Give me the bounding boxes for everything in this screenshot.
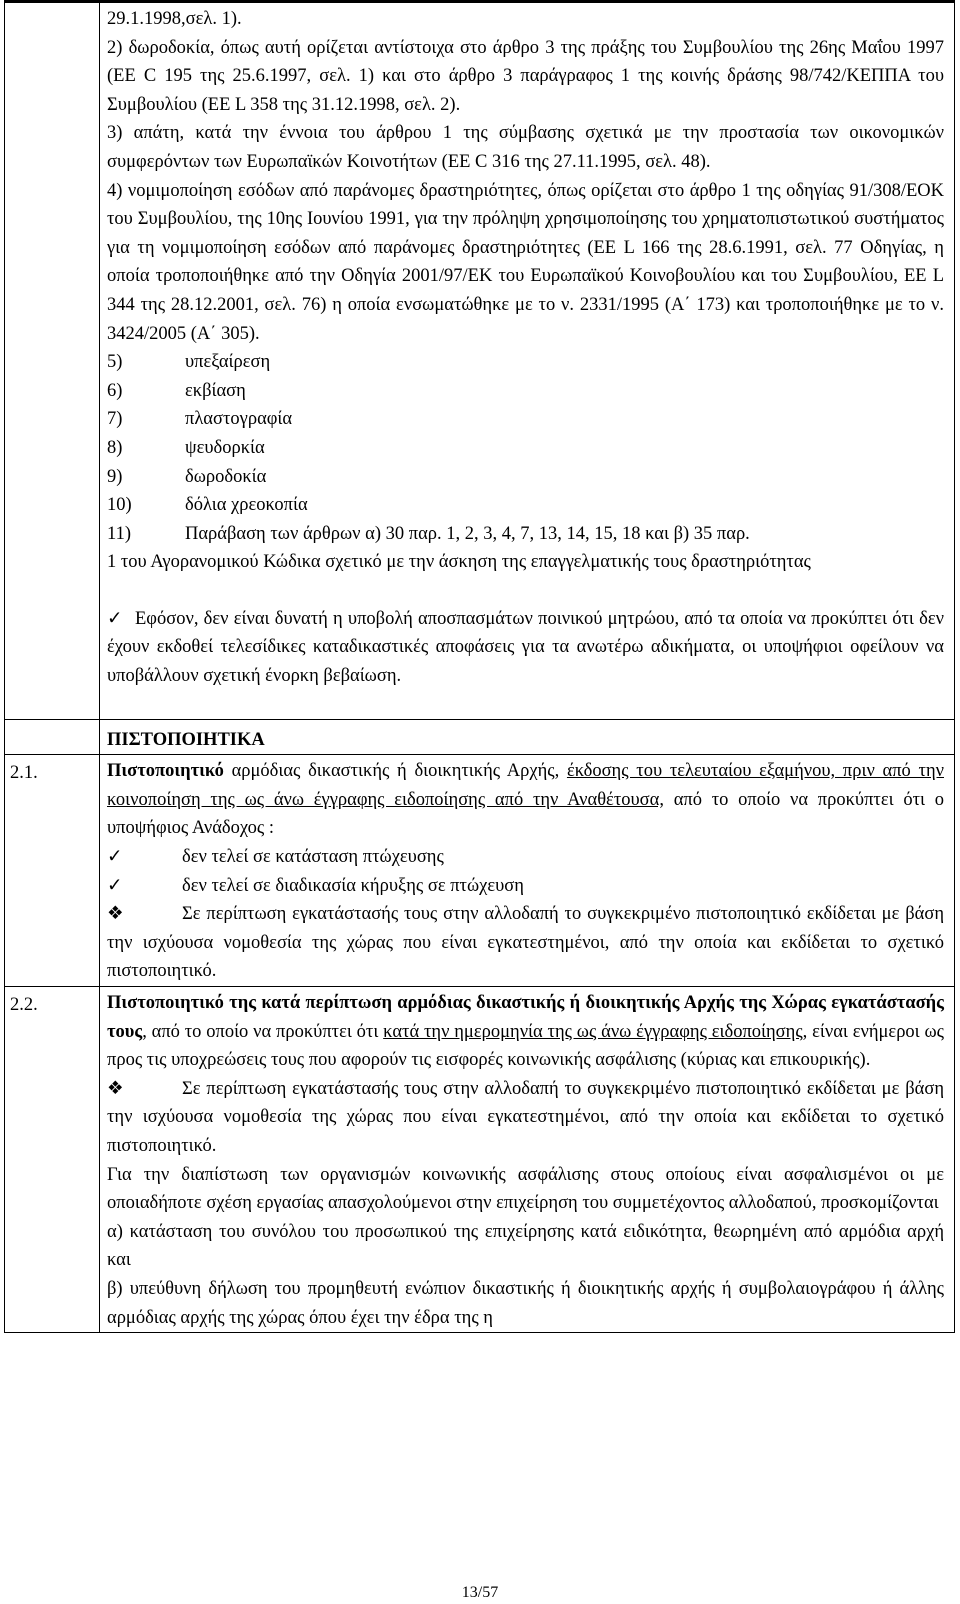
list-text: δόλια χρεοκοπία xyxy=(185,495,308,516)
section-number: 2.2. xyxy=(5,987,100,1333)
page-number: 13/57 xyxy=(461,1584,499,1601)
diamond-bullet-icon: ❖ xyxy=(107,1078,124,1099)
list-text: δωροδοκία xyxy=(185,466,267,487)
list-label: 10) xyxy=(107,495,132,516)
paragraph: β) υπεύθυνη δήλωση του προμηθευτή ενώπιον δικαστικής ή διοικητικής αρχής ή συμβολαιογράφου ή άλλης αρμόδιας αρχής της χώρας όπου έχει την έδρα της η xyxy=(107,1278,944,1328)
row-body-cell xyxy=(100,719,955,755)
list-label: 6) xyxy=(107,380,123,401)
check-item: ✓ δεν τελεί σε κατάσταση πτώχευσης xyxy=(107,843,944,872)
list-text: πλαστογραφία xyxy=(185,409,293,430)
list-item xyxy=(107,377,944,406)
row-number-cell xyxy=(5,2,100,720)
check-icon: ✓ xyxy=(107,875,123,896)
paragraph: 29.1.1998,σελ. 1). xyxy=(107,9,242,29)
table-row xyxy=(5,987,955,1333)
affidavit-note xyxy=(107,605,944,691)
section-number: 2.1. xyxy=(5,755,100,987)
paragraph: Για την διαπίστωση των οργανισμών κοινωνικής ασφάλισης στους οποίους είναι ασφαλισμένοι οι με οποιαδήποτε σχέση εργασίας απασχολούμενοι στην επιχείρηση του συμμετέχοντος αλλοδαπού, προσκομίζονται xyxy=(107,1164,944,1214)
list-item xyxy=(107,348,944,377)
list-text: Παράβαση των άρθρων α) 30 παρ. 1, 2, 3, 4, 7, 13, 14, 15, 18 και β) 35 παρ. xyxy=(185,523,750,544)
list-item xyxy=(107,520,944,549)
list-text: ψευδορκία xyxy=(185,437,265,458)
paragraph-fraud: 3) απάτη, κατά την έννοια του άρθρου 1 της σύμβασης σχετικά με την προστασία των οικονομικών συμφερόντων των Ευρωπαϊκών Κοινοτήτων (ΕΕ C 316 της 27.11.1995, σελ. 48). xyxy=(107,123,944,172)
list-item xyxy=(107,405,944,434)
row-body-cell xyxy=(100,755,955,987)
list-item xyxy=(107,434,944,463)
row-body-cell xyxy=(100,2,955,720)
paragraph-certificate: Πιστοποιητικό αρμόδιας δικαστικής ή διοικητικής Αρχής, έκδοσης του τελευταίου εξαμήνου, πριν από την κοινοποίηση της ως άνω έγγραφης ειδοποίησης από την Αναθέτουσα, από το οποίο να προκύπτει ότι ο υποψήφιος Ανάδοχος : xyxy=(107,761,944,839)
check-item: ✓ δεν τελεί σε διαδικασία κήρυξης σε πτώχευση xyxy=(107,872,944,901)
table-row xyxy=(5,719,955,755)
paragraph: α) κατάσταση του συνόλου του προσωπικού της επιχείρησης κατά ειδικότητα, θεωρημένη από αρμόδια αρχή και xyxy=(107,1221,944,1271)
list-item-continuation: 1 του Αγορανομικού Κώδικα σχετικό με την άσκηση της επαγγελματικής τους δραστηριότητας xyxy=(107,552,811,573)
list-label: 11) xyxy=(107,523,131,544)
paragraph-bribery: 2) δωροδοκία, όπως αυτή ορίζεται αντίστοιχα στο άρθρο 3 της πράξης του Συμβουλίου της 26ης Μαΐου 1997 (ΕΕ C 195 της 25.6.1997, σελ. 1) και στο άρθρο 3 παράγραφος 1 της κοινής δράσης 98/742/ΚΕΠΠΑ του Συμβουλίου (ΕΕ L 358 της 31.12.1998, σελ. 2). xyxy=(107,37,944,115)
check-icon: ✓ xyxy=(107,608,123,629)
document-table xyxy=(4,0,955,1333)
list-label: 9) xyxy=(107,466,123,487)
foreign-note: ❖ Σε περίπτωση εγκατάστασής τους στην αλλοδαπή το συγκεκριμένο πιστοποιητικό εκδίδεται με βάση την ισχύουσα νομοθεσία της χώρας που είναι εγκατεστημένοι, από την οποία και εκδίδεται το σχετικό πιστοποιητικό. xyxy=(107,900,944,986)
paragraph-certificate: Πιστοποιητικό της κατά περίπτωση αρμόδιας δικαστικής ή διοικητικής Αρχής της Χώρας εγκατάστασής τους, από το οποίο να προκύπτει ότι κατά την ημερομηνία της ως άνω έγγραφης ειδοποίησης, είναι ενήμεροι ως προς τις υποχρεώσεις τους που αφορούν τις εισφορές κοινωνικής ασφάλισης (κύριας και επικουρικής). xyxy=(107,993,944,1071)
check-icon: ✓ xyxy=(107,847,123,868)
diamond-bullet-icon: ❖ xyxy=(107,904,124,925)
row-number-cell xyxy=(5,719,100,755)
list-text: υπεξαίρεση xyxy=(185,352,271,373)
affidavit-text: Εφόσον, δεν είναι δυνατή η υποβολή αποσπασμάτων ποινικού μητρώου, από τα οποία να προκύπτει ότι δεν έχουν εκδοθεί τελεσίδικες καταδικαστικές αποφάσεις για τα ανωτέρω αδικήματα, οι υποψήφιοι οφείλουν να υποβάλλουν σχετική ένορκη βεβαίωση. xyxy=(107,608,944,687)
list-text: εκβίαση xyxy=(185,380,246,401)
list-label: 8) xyxy=(107,437,123,458)
paragraph-money-laundering: 4) νομιμοποίηση εσόδων από παράνομες δραστηριότητες, όπως ορίζεται στο άρθρο 1 της οδηγίας 91/308/ΕΟΚ του Συμβουλίου, της 10ης Ιουνίου 1991, για την πρόληψη χρησιμοποίησης του χρηματοπιστωτικού συστήματος για τη νομιμοποίηση εσόδων από παράνομες δραστηριότητες (ΕΕ L 166 της 28.6.1991, σελ. 77 Οδηγίας, η οποία τροποποιήθηκε από την Οδηγία 2001/97/ΕΚ του Ευρωπαϊκού Κοινοβουλίου και του Συμβουλίου, ΕΕ L 344 της 28.12.2001, σελ. 76) η οποία ενσωματώθηκε με το ν. 2331/1995 (Α΄ 173) και τροποποιήθηκε με το ν. 3424/2005 (Α΄ 305). xyxy=(107,180,944,344)
list-item xyxy=(107,463,944,492)
table-row xyxy=(5,755,955,987)
row-body-cell xyxy=(100,987,955,1333)
foreign-note: ❖ Σε περίπτωση εγκατάστασής τους στην αλλοδαπή το συγκεκριμένο πιστοποιητικό εκδίδεται με βάση την ισχύουσα νομοθεσία της χώρας που είναι εγκατεστημένοι, από την οποία και εκδίδεται το σχετικό πιστοποιητικό. xyxy=(107,1075,944,1161)
table-row xyxy=(5,2,955,720)
list-item xyxy=(107,491,944,520)
list-label: 5) xyxy=(107,352,123,373)
section-heading: ΠΙΣΤΟΠΟΙΗΤΙΚΑ xyxy=(107,729,265,750)
list-label: 7) xyxy=(107,409,123,430)
